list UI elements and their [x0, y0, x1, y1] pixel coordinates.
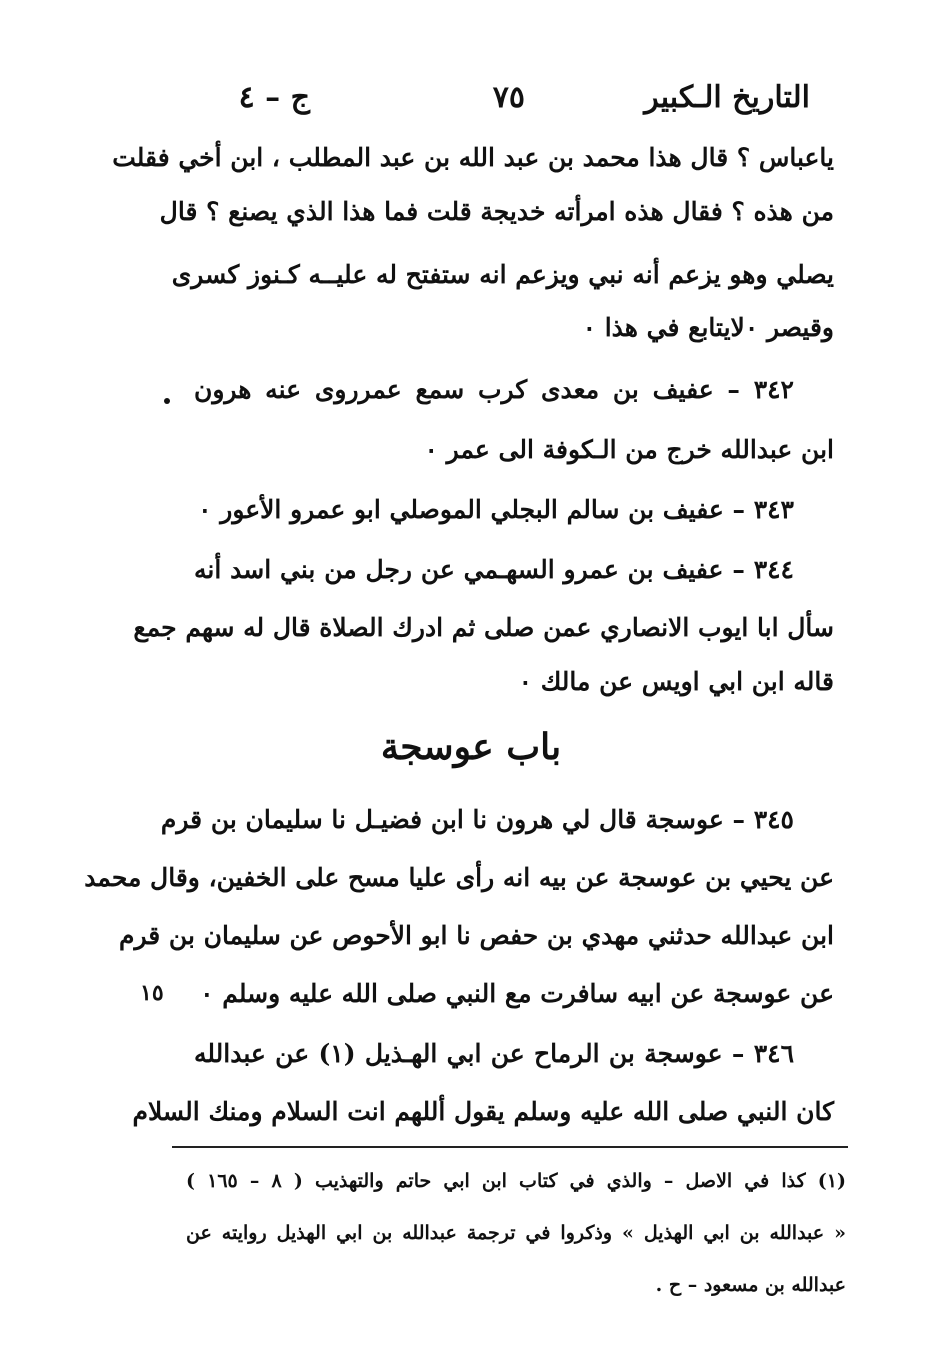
- text-line: يصلي وهو يزعم أنه نبي ويزعم انه ستفتح له عليــه كـنوز كسرى: [171, 260, 834, 289]
- text-line: عن عوسجة عن ابيه سافرت مع النبي صلى الله عليه وسلم ٠: [200, 979, 834, 1008]
- entry-343: ٣٤٣ – عفيف بن سالم البجلي الموصلي ابو عمرو الأعور ٠: [198, 495, 794, 524]
- text-line: عن يحيي بن عوسجة عن بيه انه رأى عليا مسح على الخفين، وقال محمد: [84, 863, 834, 892]
- page-number: ٧٥: [492, 80, 525, 115]
- text-line: من هذه ؟ فقال هذه امرأته خديجة قلت فما هذا الذي يصنع ؟ قال: [159, 197, 834, 226]
- text-line: قاله ابن ابي اويس عن مالك ٠: [518, 667, 834, 696]
- footnote-rule: [172, 1146, 848, 1148]
- footnote-line: « عبدالله بن ابي الهذيل » وذكروا في ترجمة عبدالله بن ابي الهذيل روايته عن: [186, 1222, 846, 1244]
- footnote-line: عبدالله بن مسعود – ح .: [655, 1274, 846, 1296]
- footnote-line: (١) كذا في الاصل – والذي في كتاب ابن ابي حاتم والتهذيب ( ٨ – ١٦٥ ): [186, 1170, 846, 1192]
- running-header: [200, 80, 840, 124]
- section-heading: باب عوسجة: [380, 726, 562, 768]
- text-line: ياعباس ؟ قال هذا محمد بن عبد الله بن عبد المطلب ، ابن أخي فقلت: [112, 143, 834, 172]
- margin-line-number: ١٥: [140, 980, 164, 1006]
- entry-346: ٣٤٦ – عوسجة بن الرماح عن ابي الهـذيل (١) عن عبدالله: [194, 1039, 795, 1068]
- entry-342: ٣٤٢ – عفيف بن معدى كرب سمع عمرروى عنه هرون: [194, 375, 794, 404]
- text-line: سأل ابا ايوب الانصاري عمن صلى ثم ادرك الصلاة قال له سهم جمع: [133, 613, 834, 642]
- margin-dot: [164, 398, 170, 404]
- entry-344: ٣٤٤ – عفيف بن عمرو السهـمي عن رجل من بني اسد أنه: [194, 555, 794, 584]
- text-line: وقيصر ٠لايتابع في هذا ٠: [582, 313, 834, 342]
- text-line: كان النبي صلى الله عليه وسلم يقول أللهم انت السلام ومنك السلام: [132, 1097, 834, 1126]
- book-title: التاريخ الـكبير: [644, 80, 810, 115]
- volume-label: ج – ٤: [238, 80, 310, 115]
- text-line: ابن عبدالله خرج من الـكوفة الى عمر ٠: [424, 435, 834, 464]
- entry-345: ٣٤٥ – عوسجة قال لي هرون نا ابن فضيـل نا سليمان بن قرم: [160, 805, 794, 834]
- text-line: ابن عبدالله حدثني مهدي بن حفص نا ابو الأحوص عن سليمان بن قرم: [119, 921, 834, 950]
